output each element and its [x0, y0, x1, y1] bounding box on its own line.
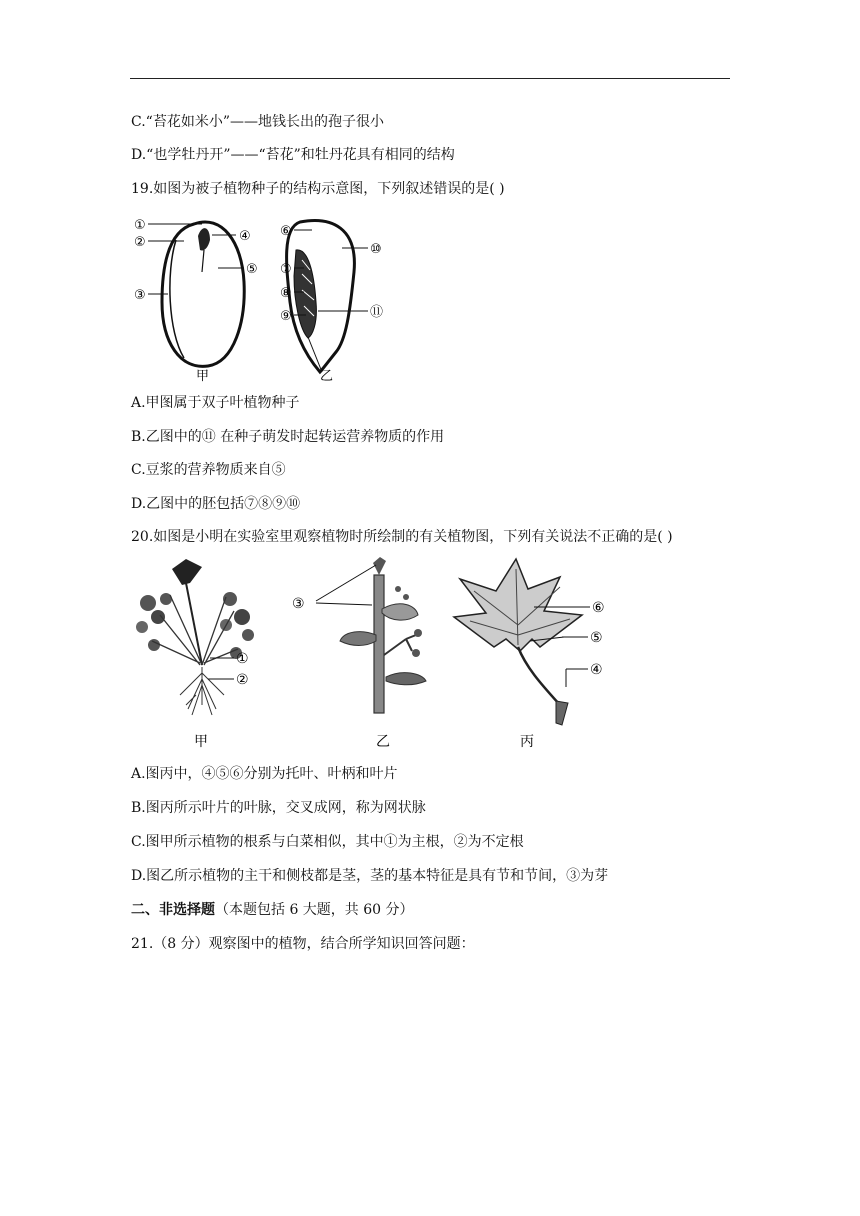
bean-cotyledon-edge — [170, 240, 184, 358]
caption-yi-19: 乙 — [320, 369, 334, 384]
option-18c: C.“苔花如米小”——地钱长出的孢子很小 — [131, 114, 384, 130]
seed-label-5: ⑤ — [246, 262, 258, 277]
option-20a: A.图丙中，④⑤⑥分别为托叶、叶柄和叶片 — [131, 766, 398, 782]
seed-label-10: ⑩ — [370, 242, 382, 257]
caption-yi-20: 乙 — [376, 734, 390, 750]
question-20: 20.如图是小明在实验室里观察植物时所绘制的有关植物图，下列有关说法不正确的是( ) — [131, 529, 673, 545]
plant-label-3: ③ — [292, 596, 305, 612]
question-19: 19.如图为被子植物种子的结构示意图，下列叙述错误的是( ) — [131, 181, 505, 197]
figure-19-seed-diagram — [132, 212, 402, 387]
section-2-heading — [131, 900, 414, 920]
option-19b: B.乙图中的⑪ 在种子萌发时起转运营养物质的作用 — [131, 429, 445, 445]
bean-plumule — [198, 228, 210, 250]
option-20d: D.图乙所示植物的主干和侧枝都是茎，茎的基本特征是具有节和节间，③为芽 — [131, 868, 609, 884]
option-19c: C.豆浆的营养物质来自⑤ — [131, 462, 286, 478]
plant-yi — [292, 557, 426, 750]
plant-label-2: ② — [236, 672, 249, 688]
seed-label-3: ③ — [134, 288, 146, 303]
caption-bing-20: 丙 — [520, 734, 534, 750]
seed-label-11: ⑪ — [370, 305, 384, 320]
corn-embryo — [294, 250, 316, 338]
caption-jia-19: 甲 — [196, 369, 210, 384]
plant-bing — [454, 559, 605, 750]
seed-label-6: ⑥ — [280, 224, 292, 239]
option-20c: C.图甲所示植物的根系与白菜相似，其中①为主根，②为不定根 — [131, 834, 524, 850]
plant-jia — [136, 559, 254, 750]
seed-label-9: ⑨ — [280, 309, 292, 324]
seed-label-4: ④ — [239, 229, 251, 244]
option-18d: D.“也学牡丹开”——“苔花”和牡丹花具有相同的结构 — [131, 147, 455, 163]
plant-label-1: ① — [236, 651, 249, 667]
option-19d: D.乙图中的胚包括⑦⑧⑨⑩ — [131, 496, 301, 512]
plant-label-4: ④ — [590, 662, 603, 678]
figure-20-plant-diagram — [130, 555, 620, 755]
option-19a: A.甲图属于双子叶植物种子 — [131, 395, 300, 411]
section-2-title: 二、非选择题 — [131, 902, 215, 918]
seed-label-7: ⑦ — [280, 262, 292, 277]
plant-label-5: ⑤ — [590, 630, 603, 646]
seed-label-8: ⑧ — [280, 286, 292, 301]
seed-label-2: ② — [134, 235, 146, 250]
plant-label-6: ⑥ — [592, 600, 605, 616]
question-21: 21.（8 分）观察图中的植物，结合所学知识回答问题： — [131, 936, 475, 952]
caption-jia-20: 甲 — [194, 734, 208, 750]
option-20b: B.图丙所示叶片的叶脉，交叉成网，称为网状脉 — [131, 800, 426, 816]
header-rule — [130, 78, 730, 79]
seed-label-1: ① — [134, 218, 146, 233]
section-2-note: （本题包括 6 大题，共 60 分） — [215, 902, 414, 918]
